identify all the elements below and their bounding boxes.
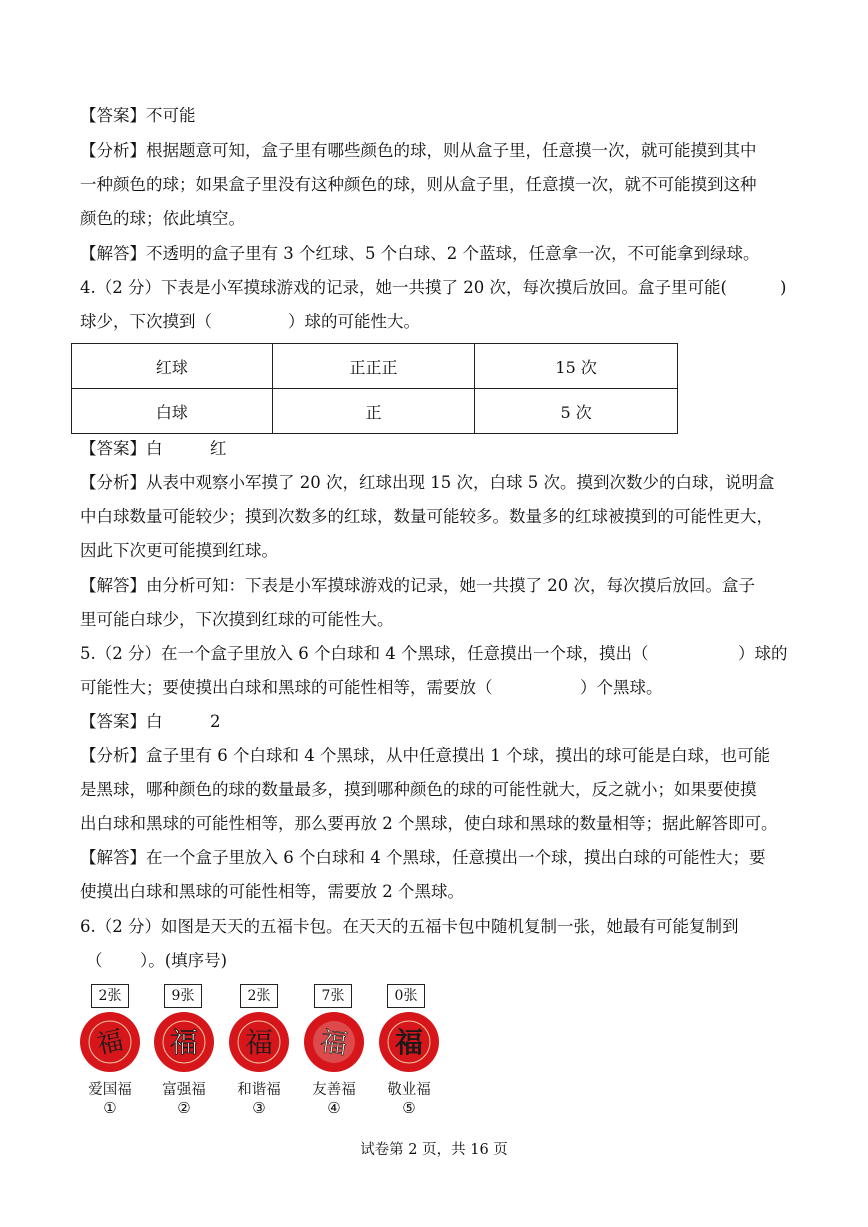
solution-4-line-1: 【解答】由分析可知：下表是小军摸球游戏的记录，她一共摸了 20 次，每次摸后放回。盒子 <box>80 576 755 595</box>
question-4-bracket: ) <box>780 278 787 297</box>
answer-5-a: 【答案】白 <box>80 712 163 731</box>
table-cell: 正正正 <box>272 344 475 389</box>
fu-card-4-icon <box>303 1011 365 1073</box>
analysis-line-3: 颜色的球；依此填空。 <box>80 209 245 228</box>
fu-card-1-icon <box>79 1011 141 1073</box>
analysis-line-1: 【分析】根据题意可知，盒子里有哪些颜色的球，则从盒子里，任意摸一次，就可能摸到其中 <box>80 141 757 160</box>
solution-4-line-2: 里可能白球少，下次摸到红球的可能性大。 <box>80 610 394 629</box>
card-name-2: 富强福 <box>162 1082 206 1098</box>
table-row <box>72 389 678 434</box>
table-row <box>72 344 678 389</box>
analysis-4-line-2: 中白球数量可能较少；摸到次数多的红球，数量可能较多。数量多的红球被摸到的可能性更大， <box>80 507 773 526</box>
question-4-line-1: 4.（2 分）下表是小军摸球游戏的记录，她一共摸了 20 次，每次摸后放回。盒子里可能( <box>80 278 727 297</box>
question-6-line-1: 6.（2 分）如图是天天的五福卡包。在天天的五福卡包中随机复制一张，她最有可能复制到 <box>80 917 739 936</box>
table-cell: 5 次 <box>475 389 678 434</box>
card-count-2: 9张 <box>164 984 202 1008</box>
answer-4-b: 红 <box>210 439 227 458</box>
record-table <box>71 343 678 434</box>
fu-card-3-icon <box>228 1011 290 1073</box>
analysis-4-line-1: 【分析】从表中观察小军摸了 20 次，红球出现 15 次，白球 5 次。摸到次数少的白球，说明盒 <box>80 473 775 492</box>
table-cell: 白球 <box>72 389 273 434</box>
fu-glyph: 福 <box>244 1026 274 1059</box>
card-number-5: ⑤ <box>402 1099 416 1117</box>
analysis-4-line-3: 因此下次更可能摸到红球。 <box>80 541 278 560</box>
fu-glyph: 福 <box>394 1026 424 1059</box>
card-number-1: ① <box>103 1099 117 1117</box>
card-count-4: 7张 <box>314 984 352 1008</box>
card-count-5: 0张 <box>387 984 425 1008</box>
page-footer: 试卷第 2 页，共 16 页 <box>360 1142 508 1158</box>
answer-5-b: 2 <box>210 712 221 731</box>
analysis-5-line-2: 是黑球，哪种颜色的球的数量最多，摸到哪种颜色的球的可能性就大，反之就小；如果要使摸 <box>80 780 757 799</box>
question-6-line-2b: ）。(填序号) <box>140 951 228 970</box>
analysis-5-line-3: 出白球和黑球的可能性相等，那么要再放 2 个黑球，使白球和黑球的数量相等；据此解答即可。 <box>80 814 778 833</box>
fu-glyph: 福 <box>318 1026 350 1061</box>
fu-card-2-icon <box>153 1011 215 1073</box>
card-name-5: 敬业福 <box>387 1082 431 1098</box>
card-number-3: ③ <box>252 1099 266 1117</box>
fu-glyph: 福 <box>94 1025 127 1061</box>
card-number-2: ② <box>177 1099 191 1117</box>
question-4-line-2a: 球少，下次摸到（ <box>80 312 212 331</box>
answer-line-1: 【答案】不可能 <box>80 106 196 125</box>
table-cell: 正 <box>272 389 475 434</box>
question-6-line-2a: （ <box>86 951 103 970</box>
card-name-4: 友善福 <box>312 1082 356 1098</box>
card-count-3: 2张 <box>240 984 278 1008</box>
answer-4-a: 【答案】白 <box>80 439 163 458</box>
question-5-line-1a: 5.（2 分）在一个盒子里放入 6 个白球和 4 个黑球，任意摸出一个球，摸出（ <box>80 644 649 663</box>
question-5-line-2a: 可能性大；要使摸出白球和黑球的可能性相等，需要放（ <box>80 678 493 697</box>
solution-5-line-2: 使摸出白球和黑球的可能性相等，需要放 2 个黑球。 <box>80 882 464 901</box>
table-cell: 15 次 <box>475 344 678 389</box>
card-number-4: ④ <box>327 1099 341 1117</box>
question-5-line-2b: ）个黑球。 <box>580 678 663 697</box>
fu-card-5-icon <box>378 1011 440 1073</box>
question-5-line-1b: ）球的 <box>738 644 788 663</box>
analysis-line-2: 一种颜色的球；如果盒子里没有这种颜色的球，则从盒子里，任意摸一次，就不可能摸到这种 <box>80 175 757 194</box>
card-name-3: 和谐福 <box>237 1082 281 1098</box>
solution-5-line-1: 【解答】在一个盒子里放入 6 个白球和 4 个黑球，任意摸出一个球，摸出白球的可能性大；要 <box>80 848 766 867</box>
question-4-line-2b: ）球的可能性大。 <box>288 312 420 331</box>
fu-glyph: 福 <box>169 1026 199 1059</box>
analysis-5-line-1: 【分析】盒子里有 6 个白球和 4 个黑球，从中任意摸出 1 个球，摸出的球可能是白球，也可能 <box>80 746 770 765</box>
card-count-1: 2张 <box>91 984 129 1008</box>
table-cell: 红球 <box>72 344 273 389</box>
solution-line-1: 【解答】不透明的盒子里有 3 个红球、5 个白球、2 个蓝球，任意拿一次，不可能拿到绿球。 <box>80 244 760 263</box>
card-name-1: 爱国福 <box>88 1082 132 1098</box>
